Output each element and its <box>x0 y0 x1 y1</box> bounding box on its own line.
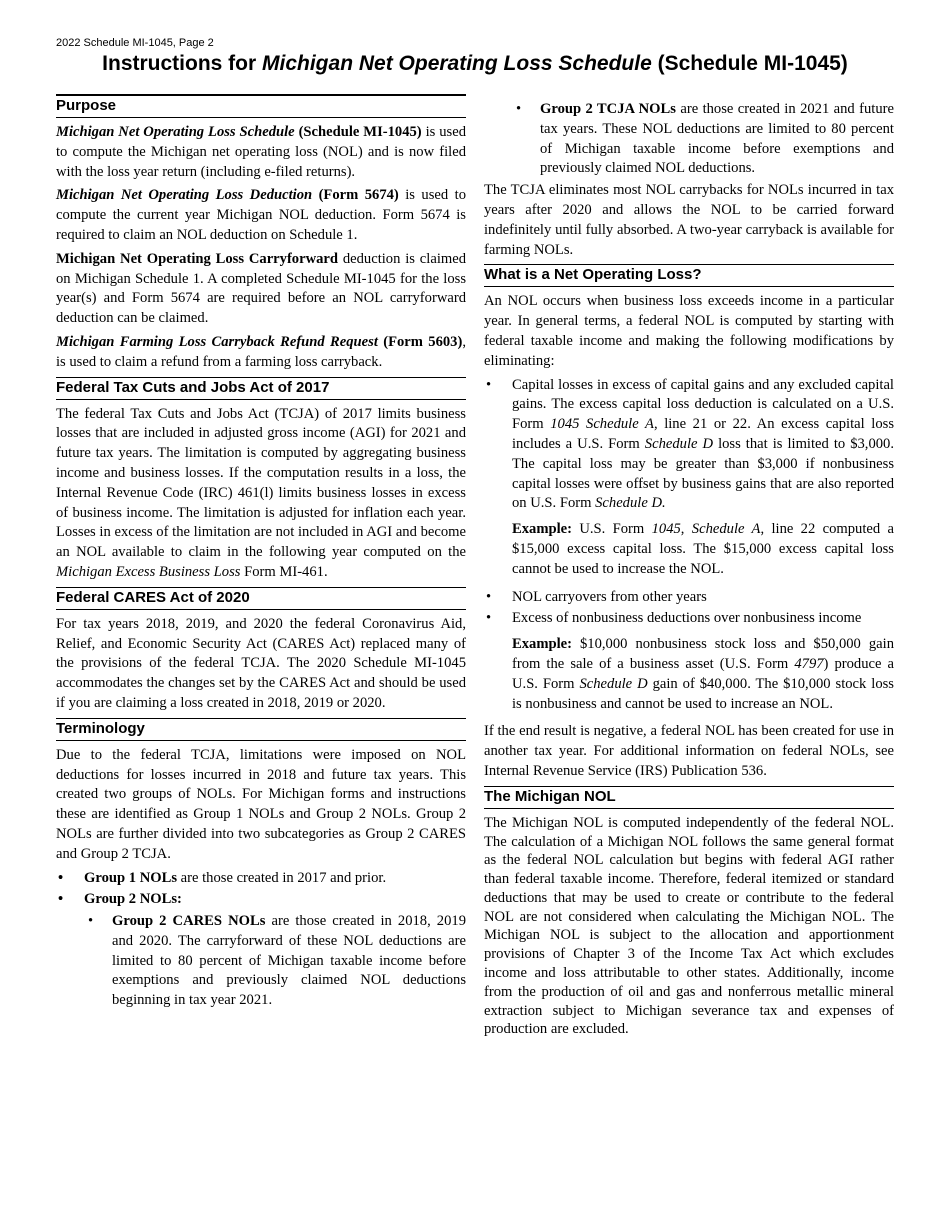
purpose-p4-title: Michigan Farming Loss Carryback Refund Request <box>56 333 378 350</box>
purpose-paragraph-3 <box>56 250 466 329</box>
michigan-nol-paragraph: The Michigan NOL is computed independently of the federal NOL. The calculation of a Michigan NOL follows the same general format as the federal NOL calculation but begins with federal AGI rather than federal taxable income. Therefore, federal itemized or standard deductions that may be used to create or contribute to the federal NOL are not considered when calculating the Michigan NOL. The Michigan NOL is subject to the allocation and apportionment provisions of Chapter 3 of the Income Tax Act which excludes income and loss attributable to other states. Additionally, income from the production of oil and gas and nonferrous metallic mineral extraction subject to Michigan severance tax and expenses of production are excluded. <box>484 814 894 1038</box>
b1-italic-1: 1045 Schedule A <box>550 416 654 433</box>
purpose-p1-form: (Schedule MI-1045) <box>294 124 422 140</box>
example-1-label: Example: <box>512 521 572 538</box>
group2-cares-label: Group 2 CARES NOLs <box>112 913 266 930</box>
group2-tcja-text: are those created in 2021 and future tax years. These NOL deductions are limited to 80 percent of Michigan taxable income before exemptions and previously claimed NOL deductions. <box>540 101 894 177</box>
b1-italic-3: Schedule D. <box>595 495 666 512</box>
subbullet-icon: • <box>516 101 522 117</box>
ex2-text-c: gain of $40,000. The $10,000 stock loss is nonbusiness and cannot be used to increase an NOL. <box>512 675 894 712</box>
title-prefix: Instructions for <box>102 52 263 75</box>
bullet-icon: • <box>58 869 64 886</box>
purpose-p1-title: Michigan Net Operating Loss Schedule <box>56 124 295 140</box>
page-title <box>0 52 950 76</box>
list-item <box>484 376 894 515</box>
michigan-nol-heading: The Michigan NOL <box>484 786 894 809</box>
tcja-text: The federal Tax Cuts and Jobs Act (TCJA) of 2017 limits business losses that are included in adjusted gross income (AGI) for 2021 and future tax years. The limitation is computed by aggregating business income and business losses. If the computation results in a loss, the Internal Revenue Code (IRC) 461(l) limits business losses in excess of business income. The limitation is adjusted for inflation each year. Losses in excess of the limitation are not included in AGI and become an NOL available to claim in the following year computed on the <box>56 405 466 561</box>
bullet-icon: • <box>58 891 64 908</box>
example-2-label: Example: <box>512 636 572 653</box>
bullet-icon: • <box>486 610 492 627</box>
tcja-form-italic: Michigan Excess Business Loss <box>56 563 241 580</box>
list-item <box>484 588 894 608</box>
b1-italic-2: Schedule D <box>644 435 714 452</box>
tcja-form-suffix: Form MI-461. <box>240 563 328 580</box>
group2-label: Group 2 NOLs: <box>84 891 182 908</box>
title-italic: Michigan Net Operating Loss Schedule <box>262 52 652 75</box>
purpose-paragraph-2 <box>56 186 466 245</box>
b1-text-c: loss that is limited to $3,000. The capital loss may be greater than $3,000 if nonbusiness capital losses were offset by business gains that are also reported on U.S. Form <box>512 435 894 512</box>
page-header: 2022 Schedule MI-1045, Page 2 <box>56 37 214 49</box>
cares-paragraph: For tax years 2018, 2019, and 2020 the federal Coronavirus Aid, Relief, and Economic Security Act (CARES Act) replaced many of the provisions of the federal TCJA. The 2020 Schedule MI-1045 accommodates the changes set by the CARES Act and should be used if you are claiming a loss created in 2018, 2019 or 2020. <box>56 615 466 711</box>
purpose-p2-form: (Form 5674) <box>312 187 399 204</box>
example-2 <box>484 635 894 714</box>
ex2-italic-2: Schedule D <box>579 675 648 692</box>
ex2-text-a: $10,000 nonbusiness stock loss and $50,000 gain from the sale of a business asset (U.S. Form <box>512 636 894 672</box>
purpose-p2-text: is used to compute the current year Michigan NOL deduction. Form 5674 is required to claim an NOL deduction on Schedule 1. <box>56 187 466 243</box>
ex2-text-b: ) produce a U.S. Form <box>512 655 894 692</box>
ex1-text-a: U.S. Form <box>572 521 652 538</box>
what-is-closing: If the end result is negative, a federal NOL has been created for use in another tax year. For additional information on federal NOLs, see Internal Revenue Service (IRS) Publication 536. <box>484 723 894 779</box>
right-column <box>484 100 894 1043</box>
purpose-heading: Purpose <box>56 94 466 118</box>
list-item <box>484 100 894 179</box>
b1-text-b: , line 21 or 22. An excess capital loss includes a U.S. Form <box>512 416 895 452</box>
tcja-heading: Federal Tax Cuts and Jobs Act of 2017 <box>56 377 466 400</box>
b2-text: NOL carryovers from other years <box>512 588 707 605</box>
bullet-icon: • <box>486 588 492 605</box>
list-item <box>56 912 466 1011</box>
what-is-heading: What is a Net Operating Loss? <box>484 264 894 287</box>
example-1 <box>484 520 894 579</box>
purpose-paragraph-4 <box>56 333 466 373</box>
purpose-p2-title: Michigan Net Operating Loss Deduction <box>56 187 313 204</box>
purpose-paragraph-1 <box>56 123 466 182</box>
cares-heading: Federal CARES Act of 2020 <box>56 587 466 610</box>
list-item <box>56 890 466 910</box>
group1-text: are those created in 2017 and prior. <box>177 869 387 886</box>
terminology-after-paragraph: The TCJA eliminates most NOL carrybacks for NOLs incurred in tax years after 2020 and allows the NOL to be carried forward indefinitely until fully absorbed. A two-year carryback is available for farming NOLs. <box>484 182 894 258</box>
ex1-italic-1: 1045 <box>651 521 681 538</box>
terminology-heading: Terminology <box>56 718 466 741</box>
purpose-p3-title: Michigan Net Operating Loss Carryforward <box>56 250 339 267</box>
b3-text: Excess of nonbusiness deductions over nonbusiness income <box>512 610 862 627</box>
terminology-paragraph: Due to the federal TCJA, limitations were imposed on NOL deductions for losses incurred in 2018 and future tax years. This created two groups of NOLs. For Michigan forms and instructions these are identified as Group 1 NOLs and Group 2 NOLs. Group 2 NOLs are further divided into two subcategories as Group 2 CARES and Group 2 TCJA. <box>56 746 466 862</box>
purpose-p1-text: is used to compute the Michigan net operating loss (NOL) and is now filed with the loss year return (including e-filed returns). <box>56 124 466 180</box>
group1-label: Group 1 NOLs <box>84 869 177 886</box>
group2-cares-text: are those created in 2018, 2019 and 2020. The carryforward of these NOL deductions are limited to 80 percent of Michigan taxable income before exemptions and previously claimed NOL deductions beginning in tax year 2021. <box>112 913 466 1009</box>
left-column <box>56 94 466 1013</box>
title-suffix: (Schedule MI-1045) <box>651 52 848 75</box>
ex1-text-b: , <box>680 521 692 538</box>
subbullet-icon: • <box>88 913 94 930</box>
purpose-p3-text: deduction is claimed on Michigan Schedule 1. A completed Schedule MI-1045 for the loss year(s) and Form 5674 are required before an NOL carryforward deduction can be claimed. <box>56 250 467 327</box>
tcja-paragraph <box>56 405 466 583</box>
purpose-p4-text: , is used to claim a refund from a farming loss carryback. <box>56 333 466 370</box>
ex1-italic-2: Schedule A <box>691 521 761 538</box>
list-item <box>484 609 894 629</box>
group2-tcja-label: Group 2 TCJA NOLs <box>540 101 676 117</box>
b1-text-a: Capital losses in excess of capital gains and any excluded capital gains. The excess capital loss deduction is calculated on a U.S. Form <box>512 376 894 433</box>
list-item <box>56 869 466 889</box>
bullet-icon: • <box>486 376 492 393</box>
what-is-intro: An NOL occurs when business loss exceeds income in a particular year. In general terms, a federal NOL is computed by starting with federal taxable income and making the following modifications by eliminating: <box>484 293 894 369</box>
purpose-p4-form: (Form 5603) <box>377 333 463 350</box>
ex2-italic-1: 4797 <box>794 655 824 672</box>
ex1-text-c: , line 22 computed a $15,000 excess capital loss. The $15,000 excess capital loss cannot be used to increase the NOL. <box>512 521 894 577</box>
